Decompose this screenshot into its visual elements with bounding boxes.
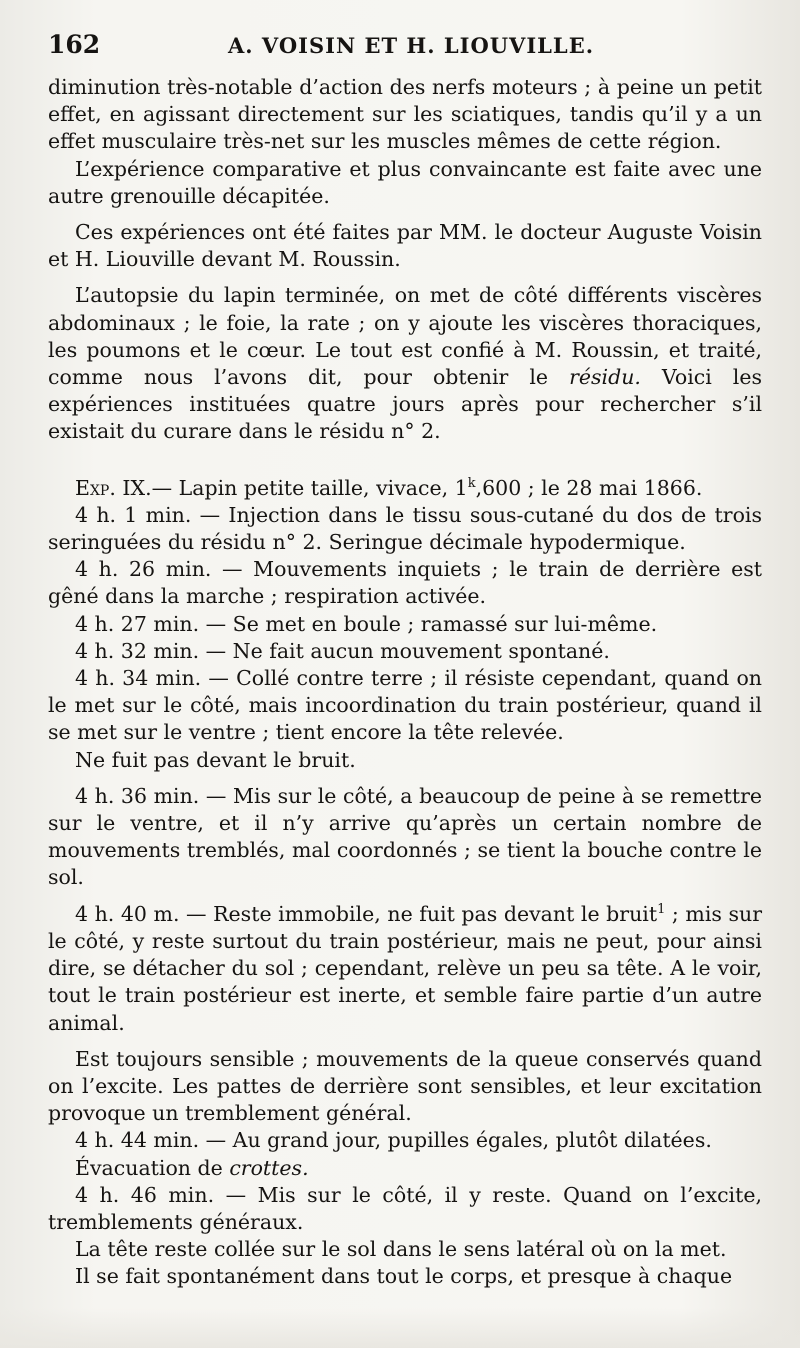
- paragraph-nerve-effect: diminution très-notable d’action des nerfs moteurs ; à peine un petit effet, en agissant directement sur les sciatiques, tandis qu’il y a un effet musculaire très-net sur les muscles mêmes de cette région.: [48, 75, 762, 154]
- running-head: [48, 30, 762, 74]
- bottom-edge: [0, 1308, 800, 1348]
- entry-head-position: La tête reste collée sur le sol dans le sens latéral où on la met.: [75, 1237, 727, 1262]
- evacuation-italic: crottes.: [229, 1155, 309, 1180]
- evacuation-text: Évacuation de: [75, 1155, 230, 1180]
- entry-4h27: 4 h. 27 min. — Se met en boule ; ramassé sur lui-même.: [75, 611, 658, 636]
- entry-4h32: 4 h. 32 min. — Ne fait aucun mouvement spontané.: [75, 638, 610, 663]
- paragraph-comparative-experiment: L’expérience comparative et plus convaincante est faite avec une autre grenouille décapitée.: [48, 156, 762, 208]
- entry-noise: Ne fuit pas devant le bruit.: [75, 747, 356, 772]
- autopsy-text-b: Voici les expériences instituées quatre jours après pour rechercher s’il existait du curare dans le résidu n° 2.: [48, 365, 762, 444]
- footnote-marker: 1: [657, 901, 666, 917]
- entry-spontaneous: Il se fait spontanément dans tout le corps, et presque à chaque: [75, 1264, 733, 1289]
- experiment-heading: [48, 475, 762, 502]
- entry-sensibility: Est toujours sensible ; mouvements de la queue conservés quand on l’excite. Les pattes de derrière sont sensibles, et leur excitation provoque un tremblement général.: [48, 1046, 762, 1126]
- entry-4h40-text-a: 4 h. 40 m. — Reste immobile, ne fuit pas devant le bruit: [75, 901, 658, 926]
- experiment-text-a: — Lapin petite taille, vivace, 1: [151, 475, 468, 500]
- header-authors: A. VOISIN ET H. LIOUVILLE.: [228, 33, 595, 58]
- entry-evacuation: [48, 1155, 762, 1182]
- page-body: [48, 74, 762, 1291]
- entry-4h34: 4 h. 34 min. — Collé contre terre ; il résiste cependant, quand on le met sur le côté, mais incoordination du train postérieur, quand il se met sur le ventre ; tient encore la tête relevée.: [48, 666, 762, 745]
- autopsy-text-a: L’autopsie du lapin terminée, on met de côté différents viscères abdominaux ; le foie, la rate ; on y ajoute les viscères thoraciques, les poumons et le cœur. Le tout est confié à M. Roussin, et traité, comme nous l’avons dit, pour obtenir le: [48, 283, 762, 390]
- autopsy-italic: résidu.: [569, 365, 641, 390]
- entry-4h36: 4 h. 36 min. — Mis sur le côté, a beaucoup de peine à se remettre sur le ventre, et il n’y arrive qu’après un certain nombre de mouvements tremblés, mal coordonnés ; se tient la bouche contre le sol.: [48, 783, 762, 890]
- entry-4h40-text-b: ; mis sur le côté, y reste surtout du train postérieur, mais ne peut, pour ainsi dire, se détacher du sol ; cependant, relève un peu sa tête. A le voir, tout le train postérieur est inerte, et semble faire partie d’un autre animal.: [48, 901, 762, 1035]
- entry-4h40: [48, 901, 762, 1037]
- entry-4h26: 4 h. 26 min. — Mouvements inquiets ; le train de derrière est gêné dans la marche ; respiration activée.: [48, 557, 762, 609]
- entry-4h44: 4 h. 44 min. — Au grand jour, pupilles égales, plutôt dilatées.: [75, 1128, 712, 1153]
- paragraph-autopsy: [48, 282, 762, 445]
- page-number: 162: [48, 30, 101, 59]
- entry-4h46: 4 h. 46 min. — Mis sur le côté, il y reste. Quand on l’excite, tremblements généraux.: [48, 1182, 762, 1234]
- entry-4h01: 4 h. 1 min. — Injection dans le tissu sous-cutané du dos de trois seringuées du résidu n° 2. Seringue décimale hypodermique.: [48, 502, 762, 555]
- experiment-text-b: ,600 ; le 28 mai 1866.: [475, 475, 703, 500]
- experiment-label: Exp. IX.: [75, 475, 152, 500]
- experiment-sup: k: [467, 475, 476, 491]
- paragraph-experimenters: Ces expériences ont été faites par MM. le docteur Auguste Voisin et H. Liouville devant M. Roussin.: [48, 220, 762, 272]
